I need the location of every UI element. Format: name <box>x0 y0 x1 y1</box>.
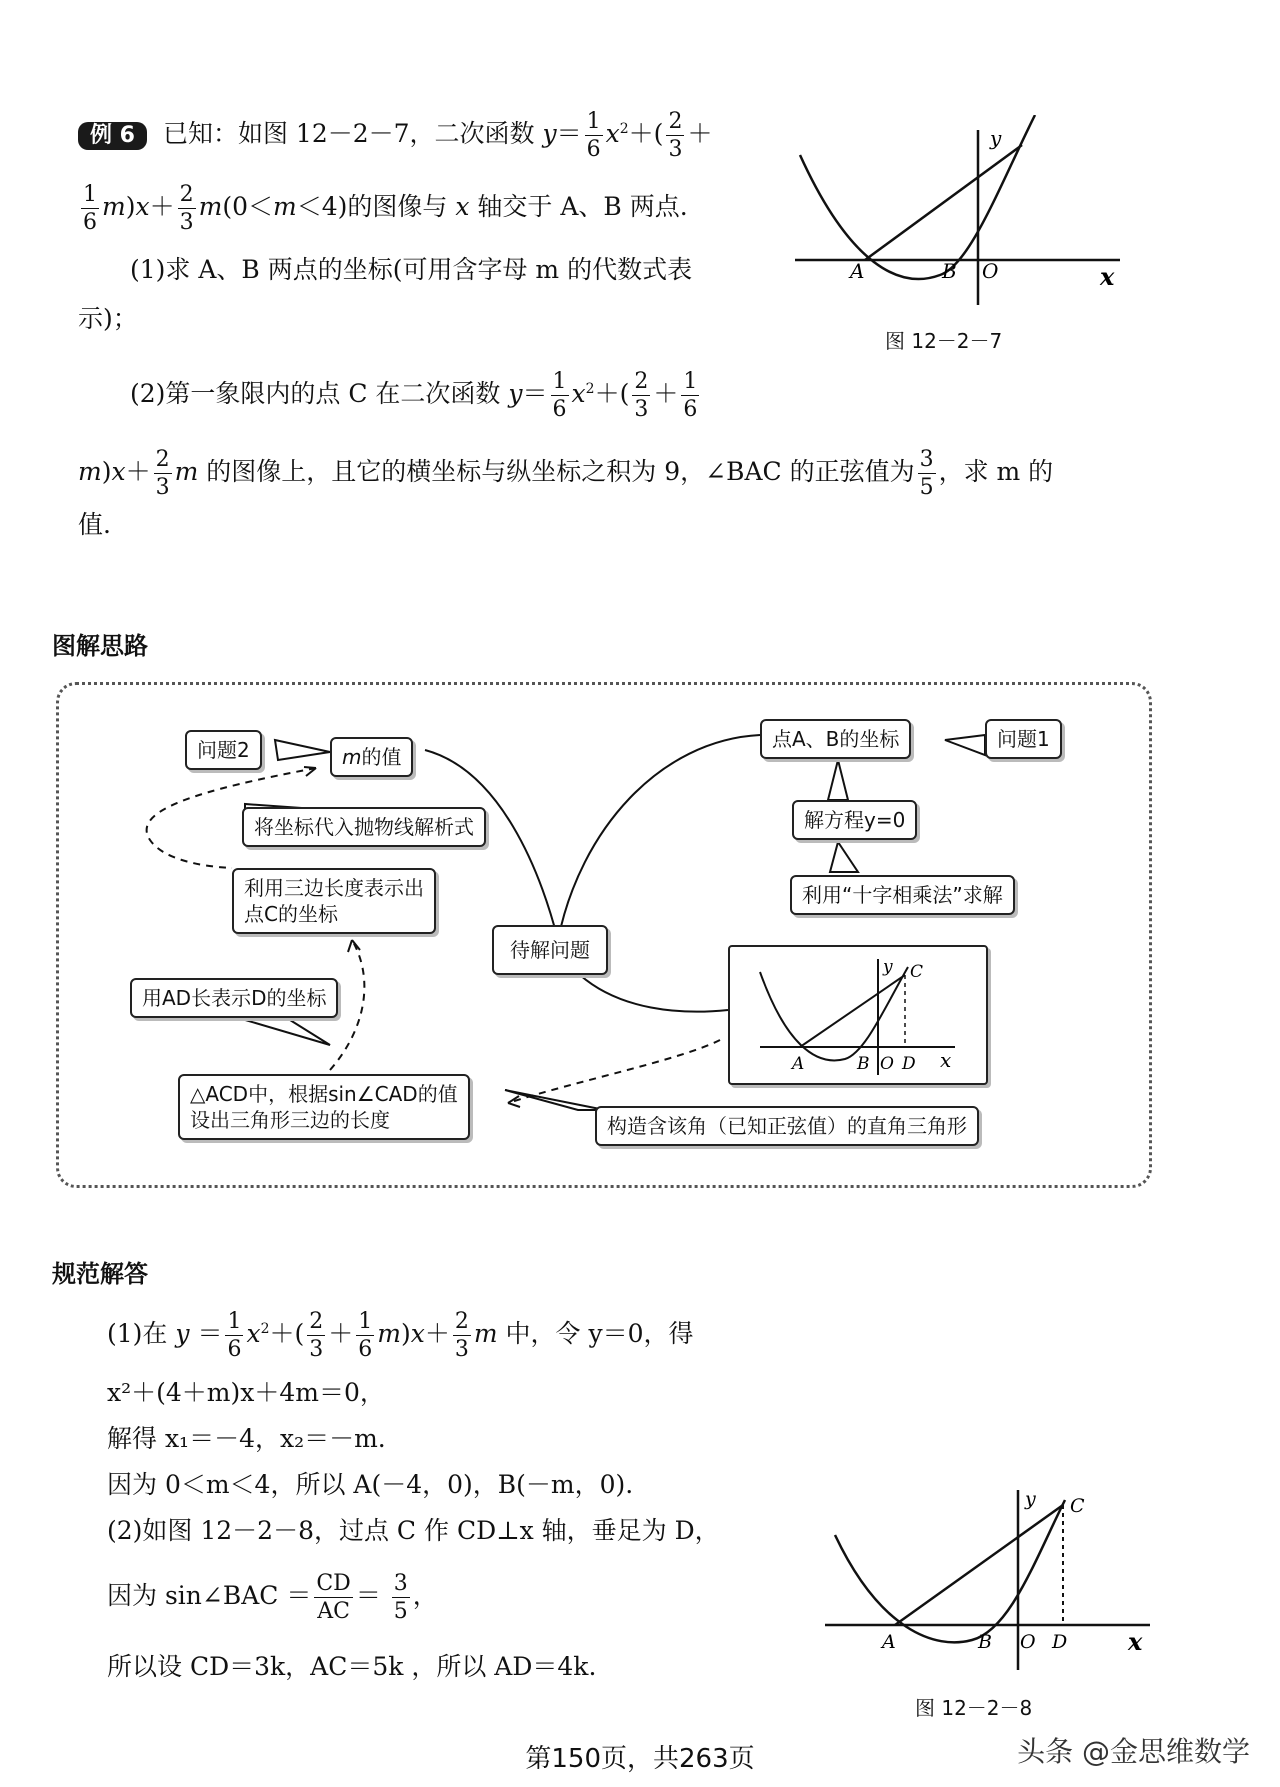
fig1-label-b: B <box>942 259 957 283</box>
solution-line-4: 因为 0＜m＜4，所以 A(－4，0)，B(－m，0). <box>107 1470 634 1499</box>
fig1-label-x: x <box>1100 262 1115 291</box>
mindmap-node-construct-triangle: 构造含该角（已知正弦值）的直角三角形 <box>595 1106 979 1146</box>
watermark: 头条 @金思维数学 <box>1017 1735 1250 1768</box>
inset-label-c: C <box>910 962 924 982</box>
inset-label-o: O <box>880 1054 894 1074</box>
mindmap-node-cross-multiplication: 利用“十字相乘法”求解 <box>790 875 1015 915</box>
question-1-line-1: (1)求 A、B 两点的坐标(可用含字母 m 的代数式表 <box>130 255 693 284</box>
mindmap-node-center: 待解问题 <box>492 925 608 975</box>
mindmap-node-d-coordinate: 用AD长表示D的坐标 <box>130 978 338 1018</box>
fig2-label-d: D <box>1052 1631 1068 1653</box>
inset-label-y: y <box>883 957 893 977</box>
inset-label-x: x <box>940 1048 952 1072</box>
mindmap-node-ab-coordinates: 点A、B的坐标 <box>760 719 911 759</box>
mindmap-node-solve-equation: 解方程y=0 <box>792 800 917 840</box>
mindmap-heading: 图解思路 <box>52 632 148 660</box>
mindmap-node-acd: △ACD中，根据sin∠CAD的值 设出三角形三边的长度 <box>178 1074 470 1140</box>
problem-line-1: 例 6 已知：如图 12－2－7，二次函数 y＝ $\frac{1}{6}$ $x^2+$( $\frac{2}{3}$ ＋ <box>78 110 712 161</box>
question-2-line-1: (2)第一象限内的点 C 在二次函数 y＝ $\frac{1}{6}$ $x^2+$( $\frac{2}{3}$ ＋ $\frac{1}{6}$ <box>130 369 698 423</box>
question-2-line-2: m)x＋ $\frac{2}{3}$ m 的图像上，且它的横坐标与纵坐标之积为 9，∠BAC 的正弦值为 $\frac{3}{5}$ ，求 m 的 <box>78 447 1054 501</box>
inset-label-d: D <box>902 1054 916 1074</box>
mindmap-node-question-1: 问题1 <box>985 719 1062 759</box>
solution-heading: 规范解答 <box>52 1260 148 1288</box>
fig2-label-y: y <box>1025 1488 1036 1510</box>
solution-line-7: 所以设 CD＝3k，AC＝5k ，所以 AD＝4k. <box>107 1652 597 1681</box>
page-footer: 第150页，共263页 <box>525 1744 755 1774</box>
figure-12-2-7-caption: 图 12－2－7 <box>885 329 1003 353</box>
solution-line-3: 解得 x₁＝－4，x₂＝－m. <box>107 1424 386 1453</box>
inset-label-a: A <box>792 1054 805 1074</box>
mindmap-node-c-coordinate: 利用三边长度表示出 点C的坐标 <box>232 868 436 934</box>
fig2-label-c: C <box>1070 1495 1085 1517</box>
fig2-label-a: A <box>882 1631 896 1653</box>
figure-12-2-8 <box>820 1480 1160 1680</box>
solution-line-2: x²＋(4＋m)x＋4m＝0， <box>107 1378 385 1407</box>
mindmap-node-substitute: 将坐标代入抛物线解析式 <box>242 807 486 847</box>
mindmap-inset-graph <box>728 945 988 1085</box>
figure-12-2-8-caption: 图 12－2－8 <box>915 1696 1033 1720</box>
fig1-label-o: O <box>982 259 999 283</box>
solution-line-5: (2)如图 12－2－8，过点 C 作 CD⊥x 轴，垂足为 D， <box>107 1516 720 1545</box>
fig2-label-o: O <box>1020 1631 1036 1653</box>
question-1-line-2: 示)； <box>78 304 138 333</box>
mindmap-node-question-2: 问题2 <box>185 730 262 770</box>
mindmap-node-m-value: m的值 <box>330 737 413 777</box>
fig2-label-b: B <box>978 1631 992 1653</box>
example-badge: 例 6 <box>78 122 147 150</box>
problem-line-2: $\frac{1}{6}$ m)x＋ $\frac{2}{3}$ m(0＜m＜4)的图像与 x 轴交于 A、B 两点. <box>83 182 688 236</box>
fig2-label-x: x <box>1128 1627 1143 1656</box>
inset-label-b: B <box>857 1054 870 1074</box>
solution-line-1: (1)在 y ＝ $\frac{1}{6}$ $x^2+$( $\frac{2}{3}$ ＋ $\frac{1}{6}$ m)x＋ $\frac{2}{3}$ m 中，令 y＝0，得 <box>107 1309 694 1363</box>
fig1-label-y: y <box>990 126 1002 150</box>
fig1-label-a: A <box>850 259 865 283</box>
solution-line-6: 因为 sin∠BAC ＝ $\frac{CD}{AC}$ ＝ $\frac{3}{5}$ ， <box>107 1571 438 1625</box>
question-2-line-3: 值. <box>78 510 111 539</box>
